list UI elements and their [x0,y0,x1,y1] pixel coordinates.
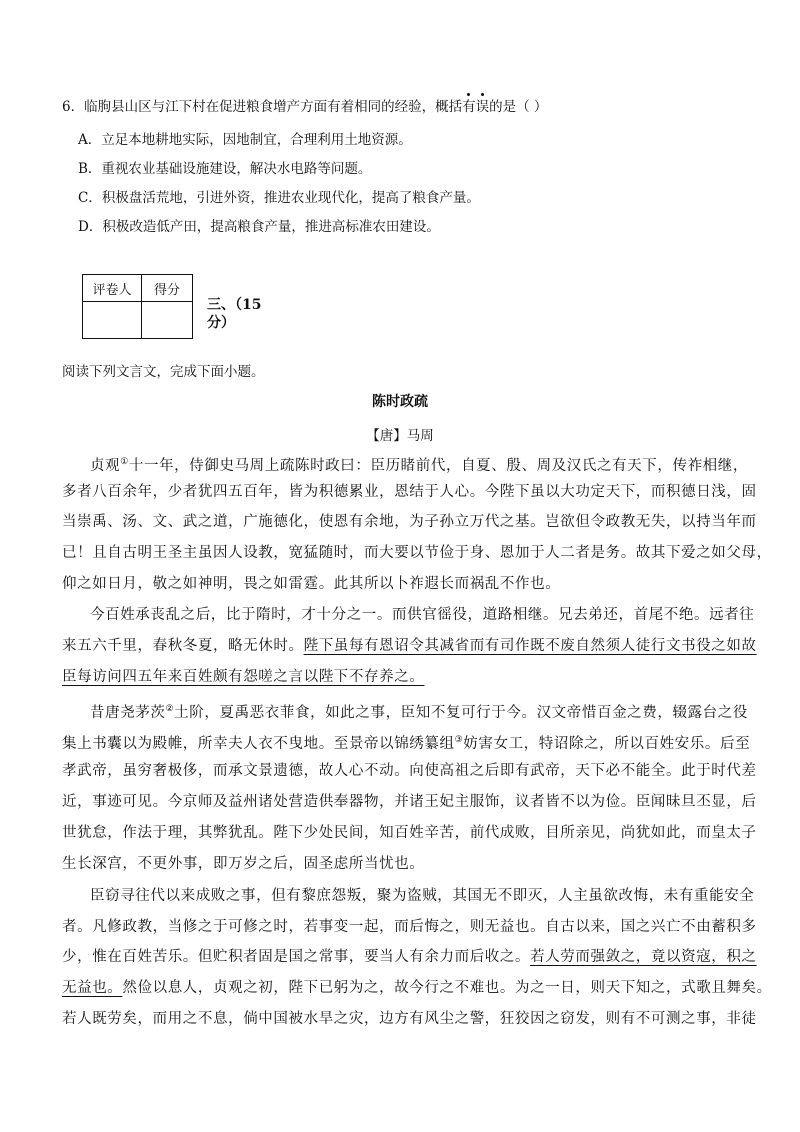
line-text: 少，惟在百姓苦乐。但贮积者固是国之常事，要当人有余力而后收之。 [62,949,531,965]
line-text: 然俭以息人，贞观之初，陛下已躬为之，故今行之不难也。为之一日，则天下知之，式歌且舞矣。 [122,980,772,996]
underlined-text: 若人劳而强敛之，竟以资寇，积之 [530,949,757,965]
line-text: 昔唐尧茅茨 [90,704,166,721]
grader-cell[interactable] [83,302,142,339]
footnote-marker: ③ [454,735,464,745]
line-text: 世犹怠，作法于理，其弊犹乱。陛下少处民间，知百姓辛苦，前代成败，目所亲见，尚犹如此，而皇太子 [62,825,757,841]
line-text: 多者八百余年，少者犹四五百年，皆为积德累业，恩结于人心。今陛下虽以大功定天下，而积德日浅，固 [62,484,757,500]
article-line [62,1009,757,1029]
line-text: 来五六千里，春秋冬夏，略无休时。 [62,638,304,654]
line-text: 者。凡修政教，当修之于可修之时，若事变一起，而后悔之，则无益也。自古以来，国之兴亡不由蓄积多 [62,919,757,935]
line-text: 土阶，夏禹恶衣菲食，如此之事，臣知不复可行于今。汉文帝惜百金之费，辍露台之役 [174,704,748,721]
line-text: 当崇禹、汤、文、武之道，广施德化，使恩有余地，为子孙立万代之基。岂欲但令政教无失，以持当年而 [62,514,757,530]
line-text: 臣窃寻往代以来成败之事，但有黎庶怨叛，聚为盗贼，其国无不即灭，人主虽欲改悔，未有重能安全 [90,888,755,904]
article-line [62,854,424,874]
section-line1: 三、（15 [207,297,262,313]
instruction: 阅读下列文言文，完成下面小题。 [62,364,265,380]
line-text: 若人既劳矣，而用之不息，倘中国被水旱之灾，边方有风尘之警，狂狡因之窃发，则有不可测之事，非徒 [62,1011,757,1027]
article-line [62,792,757,812]
option-c: C．积极盘活荒地，引进外资，推进农业现代化，提高了粮食产量。 [78,190,480,206]
article-line [62,947,757,967]
line-text: 已！且自古明王圣主虽因人设教，宽猛随时，而大要以节俭于身、恩加于人二者是务。故其下爱之如父母， [62,545,772,561]
emphasis-char: 误 [475,99,490,115]
article-line [62,978,772,998]
article-line [62,667,424,687]
footnote-marker: ① [120,457,129,467]
emphasis-char: 有 [462,99,476,115]
line-text: 十一年，侍御史马周上疏陈时政曰：臣历睹前代，自夏、殷、周及汉氏之有天下，传祚相继， [128,457,748,474]
line-text: 生长深宫，不更外事，即万岁之后，固圣虑所当忧也。 [62,856,425,872]
article-line [62,761,757,781]
article-line [62,574,560,594]
stem-before: 6．临朐县山区与江下村在促进粮食增产方面有着相同的经验，概括 [62,99,463,115]
line-text: 仰之如日月，敬之如神明，畏之如雷霆。此其所以卜祚遐长而祸乱不作也。 [62,576,561,592]
option-b: B．重视农业基础设施建设，解决水电路等问题。 [78,161,372,177]
article-line [90,886,754,906]
grader-header: 评卷人 [83,275,142,302]
question-6-stem [62,97,547,117]
underlined-text: 无益也。 [62,980,123,996]
article-line [62,512,757,532]
article-line [62,823,757,843]
line-text: 今百姓承丧乱之后，比于隋时，才十分之一。而供官徭役，道路相继。兄去弟还，首尾不绝。远者往 [90,607,755,623]
option-d: D．积极改造低产田，提高粮食产量，推进高标准农田建设。 [78,219,440,235]
article-line [90,605,754,625]
line-text: 近，事迹可见。今京师及益州诸处营造供奉器物，并诸王妃主服饰，议者皆不以为俭。臣闻昧旦丕显，后 [62,794,757,810]
line-text: 妨害女工，特诏除之，所以百姓安乐。后至 [463,735,751,752]
article-line [62,917,757,937]
article-line [62,482,757,502]
article-line [62,730,750,754]
article-line [62,636,757,656]
score-table [82,274,193,339]
article-line [90,699,748,723]
option-a: A．立足本地耕地实际，因地制宜，合理利用土地资源。 [78,132,412,148]
underlined-text: 臣每访问四五年来百姓颇有怨嗟之言以陛下不存养之。 [62,669,425,685]
article-line [62,543,772,563]
stem-after: 的是（ ） [489,99,548,115]
section-line2: 分） [207,315,235,331]
article-line [90,452,748,476]
article-author: 【唐】马周 [366,428,434,444]
section-heading [207,296,261,332]
footnote-marker: ② [165,704,175,714]
underlined-text: 陛下虽每有恩诏令其减省而有司作既不废自然须人徒行文书役之如故 [303,638,757,654]
line-text: 集上书囊以为殿帷，所幸夫人衣不曳地。至景帝以锦绣纂组 [62,735,455,752]
article-title: 陈时政疏 [372,394,428,410]
score-header: 得分 [142,275,193,302]
line-text: 贞观 [90,457,121,474]
line-text: 孝武帝，虽穷奢极侈，而承文景遗德，故人心不动。向使高祖之后即有武帝，天下必不能全。此于时代差 [62,763,757,779]
score-cell[interactable] [142,302,193,339]
